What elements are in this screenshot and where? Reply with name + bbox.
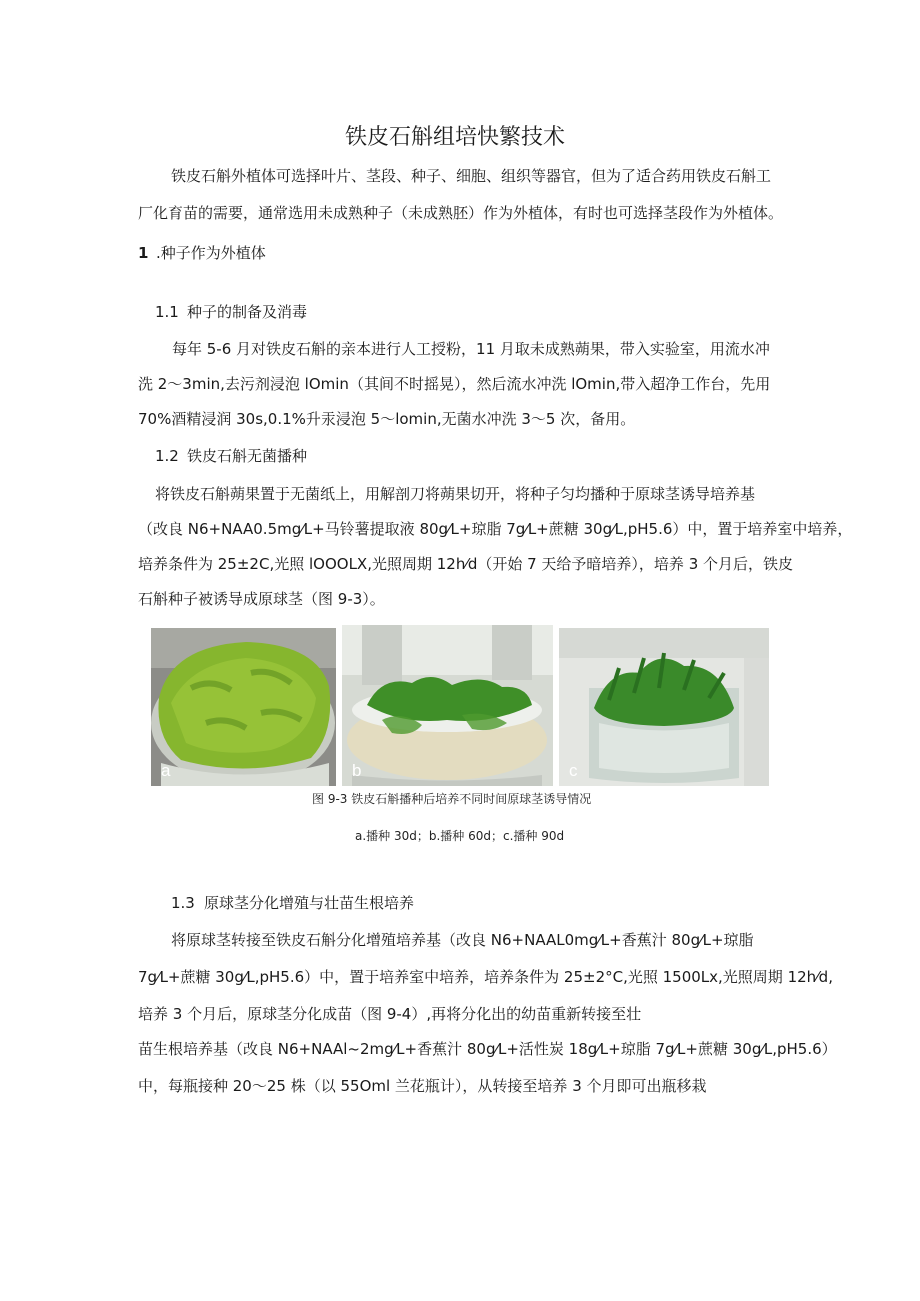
s13-line-5: 中，每瓶接种 20～25 株（以 55Oml 兰花瓶计），从转接至培养 3 个月即可出瓶移栽 [138, 1077, 707, 1095]
figure-photo-a [151, 628, 336, 786]
s12-line-4: 石斛种子被诱导成原球茎（图 9-3）。 [138, 590, 385, 608]
s12-line-2: （改良 N6+NAA0.5mg⁄L+马铃薯提取液 80g⁄L+琼脂 7g⁄L+蔗糖 30g⁄L,pH5.6）中，置于培养室中培养， [138, 520, 853, 538]
page-title: 铁皮石斛组培快繁技术 [345, 125, 566, 150]
intro-line-2: 厂化育苗的需要，通常选用未成熟种子（未成熟胚）作为外植体，有时也可选择茎段作为外植体。 [138, 204, 784, 222]
section-1-3-title: 原球茎分化增殖与壮苗生根培养 [204, 894, 415, 912]
s11-line-1: 每年 5-6 月对铁皮石斛的亲本进行人工授粉，11 月取未成熟蒴果，带入实验室，用流水冲 [172, 340, 770, 358]
section-1-2-number: 1.2 [155, 447, 179, 465]
panel-label-a: a [161, 761, 171, 780]
section-1-1-title: 种子的制备及消毒 [187, 303, 308, 321]
s11-line-2: 洗 2～3min,去污剂浸泡 lOmin（其间不时摇晃），然后流水冲洗 lOmin,带入超净工作台，先用 [138, 375, 771, 393]
figure-caption: 图 9-3 铁皮石斛播种后培养不同时间原球茎诱导情况 [312, 792, 592, 806]
intro-line-1: 铁皮石斛外植体可选择叶片、茎段、种子、细胞、组织等器官，但为了适合药用铁皮石斛工 [171, 167, 772, 185]
s12-line-3: 培养条件为 25±2C,光照 lOOOLX,光照周期 12h⁄d（开始 7 天给予暗培养），培养 3 个月后，铁皮 [138, 555, 794, 573]
figure-photo-b [342, 625, 553, 786]
section-1-3-number: 1.3 [171, 894, 195, 912]
s13-line-4: 苗生根培养基（改良 N6+NAAl~2mg⁄L+香蕉汁 80g⁄L+活性炭 18g⁄L+琼脂 7g⁄L+蔗糖 30g⁄L,pH5.6） [138, 1040, 837, 1058]
section-1-1-number: 1.1 [155, 303, 179, 321]
s12-line-1: 将铁皮石斛蒴果置于无菌纸上，用解剖刀将蒴果切开，将种子匀均播种于原球茎诱导培养基 [155, 485, 756, 503]
s13-line-3: 培养 3 个月后，原球茎分化成苗（图 9-4）,再将分化出的幼苗重新转接至壮 [138, 1005, 642, 1023]
section-1-title: .种子作为外植体 [156, 244, 266, 262]
s13-line-2: 7g⁄L+蔗糖 30g⁄L,pH5.6）中，置于培养室中培养，培养条件为 25±2°C,光照 1500Lx,光照周期 12h⁄d, [138, 968, 833, 986]
figure-subcaption: a.播种 30d；b.播种 60d；c.播种 90d [355, 829, 565, 843]
section-1-number: 1 [138, 244, 149, 262]
panel-label-c: c [569, 761, 578, 780]
figure-photo-c [559, 628, 769, 786]
s11-line-3: 70%酒精浸润 30s,0.1%升汞浸泡 5～lomin,无菌水冲洗 3～5 次，备用。 [138, 410, 636, 428]
s13-line-1: 将原球茎转接至铁皮石斛分化增殖培养基（改良 N6+NAAL0mg⁄L+香蕉汁 80g⁄L+琼脂 [171, 931, 754, 949]
panel-label-b: b [352, 761, 362, 780]
section-1-2-title: 铁皮石斛无菌播种 [187, 447, 308, 465]
